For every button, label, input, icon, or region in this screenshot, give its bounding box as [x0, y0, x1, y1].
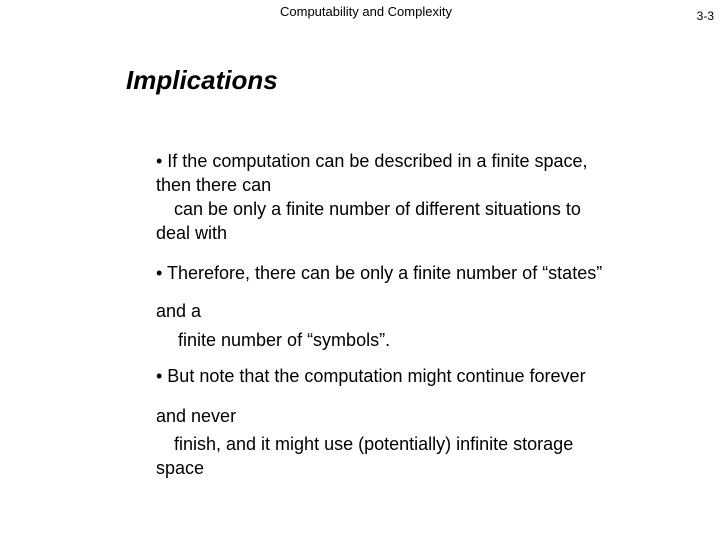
bullet-2-line-1: • Therefore, there can be only a finite number of “states”: [156, 263, 603, 283]
page-number: 3-3: [696, 9, 714, 23]
header-title: Computability and Complexity: [280, 4, 452, 19]
bullet-1-line-1: • If the computation can be described in a finite space,: [156, 151, 588, 171]
bullet-3-line-4: space: [156, 458, 205, 478]
bullet-1-line-4: deal with: [156, 223, 228, 243]
bullet-3-line-2: and never: [156, 406, 237, 426]
bullet-3-line-1: • But note that the computation might continue forever: [156, 366, 586, 386]
bullet-1-line-2: then there can: [156, 175, 272, 195]
bullet-2-line-3: finite number of “symbols”.: [178, 330, 391, 350]
slide-title: Implications: [126, 65, 278, 95]
bullet-1-line-3: can be only a finite number of different situations to: [174, 199, 581, 219]
bullet-2-line-2: and a: [156, 301, 202, 321]
bullet-3-line-3: finish, and it might use (potentially) infinite storage: [174, 434, 574, 454]
